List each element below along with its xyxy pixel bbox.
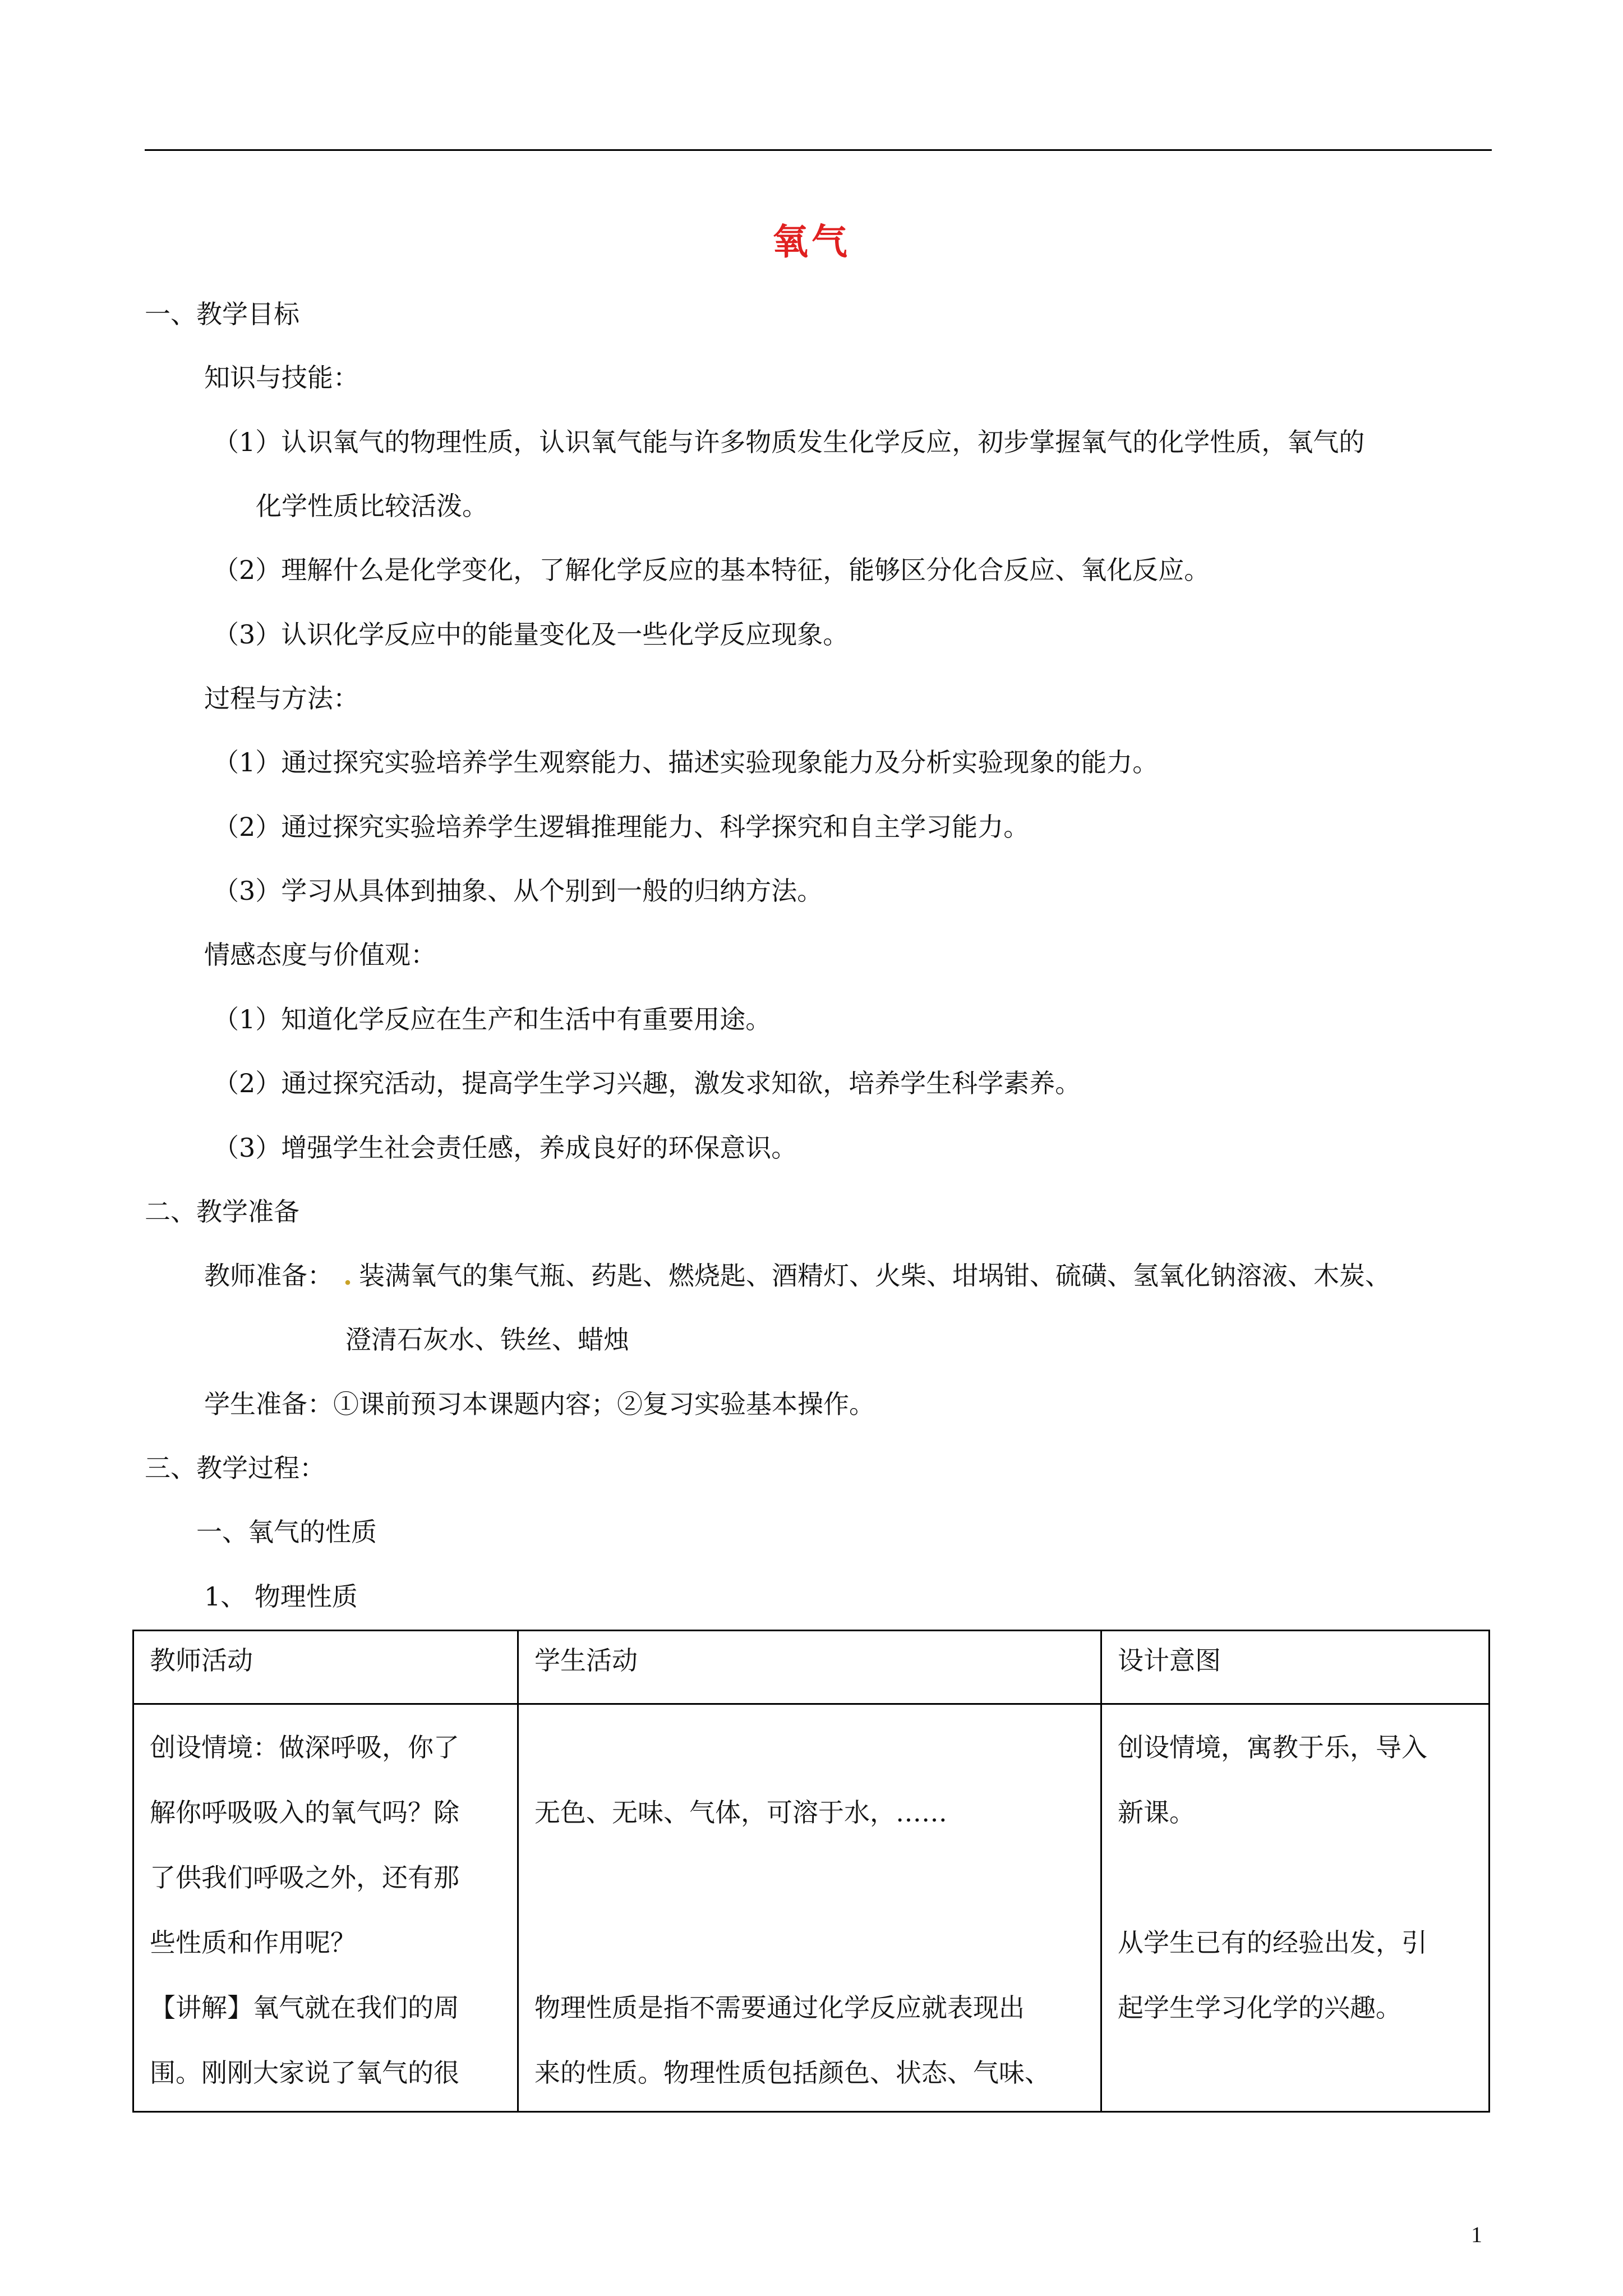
emotion-heading: 情感态度与价值观：: [204, 940, 436, 970]
student-line: [534, 1910, 1085, 1975]
header-rule: [145, 149, 1492, 151]
process-heading: 过程与方法：: [204, 683, 359, 714]
table-header-row: [133, 1631, 1490, 1704]
teacher-prep-label: 教师准备：: [204, 1260, 333, 1291]
student-line: 来的性质。物理性质包括颜色、状态、气味、: [534, 2058, 1050, 2088]
teacher-line: 些性质和作用呢？: [150, 1927, 356, 1958]
document-title: 氧气: [772, 221, 851, 263]
student-prep: 学生准备：①课前预习本课题内容；②复习实验基本操作。: [204, 1389, 875, 1419]
knowledge-item: （3）认识化学反应中的能量变化及一些化学反应现象。: [213, 619, 849, 650]
knowledge-heading: 知识与技能：: [204, 362, 359, 393]
subheading-physical-properties: 1、 物理性质: [204, 1581, 358, 1612]
process-item: （3）学习从具体到抽象、从个别到一般的归纳方法。: [213, 876, 823, 906]
intent-line: 创设情境，寓教于乐，导入: [1118, 1732, 1427, 1763]
student-line: [534, 1845, 1085, 1910]
header-design-intent: 设计意图: [1101, 1631, 1490, 1704]
header-student-activity: 学生活动: [518, 1631, 1101, 1704]
design-intent-cell: [1101, 1704, 1490, 2112]
student-line: 无色、无味、气体，可溶于水，……: [534, 1797, 947, 1828]
emotion-item: （2）通过探究活动，提高学生学习兴趣，激发求知欲，培养学生科学素养。: [213, 1068, 1081, 1098]
teacher-line: 围。刚刚大家说了氧气的很: [150, 2058, 459, 2088]
teacher-prep-continued: 澄清石灰水、铁丝、蜡烛: [345, 1324, 629, 1355]
process-item: （1）通过探究实验培养学生观察能力、描述实验现象能力及分析实验现象的能力。: [213, 747, 1159, 777]
activity-table: [132, 1630, 1490, 2113]
teacher-line: 创设情境：做深呼吸，你了: [150, 1732, 459, 1763]
subheading-oxygen-properties: 一、氧气的性质: [196, 1517, 377, 1547]
student-line: 物理性质是指不需要通过化学反应就表现出: [534, 1993, 1025, 2023]
intent-line: 新课。: [1118, 1797, 1195, 1828]
emotion-item: （1）知道化学反应在生产和生活中有重要用途。: [213, 1004, 772, 1034]
header-teacher-activity: 教师活动: [133, 1631, 518, 1704]
section-heading-preparation: 二、教学准备: [145, 1197, 299, 1227]
intent-line: 起学生学习化学的兴趣。: [1118, 1993, 1401, 2023]
teacher-prep-dot: .: [343, 1260, 353, 1291]
teacher-line: 了供我们呼吸之外，还有那: [150, 1862, 459, 1893]
process-item: （2）通过探究实验培养学生逻辑推理能力、科学探究和自主学习能力。: [213, 812, 1030, 842]
knowledge-item: （1）认识氧气的物理性质，认识氧气能与许多物质发生化学反应，初步掌握氧气的化学性质，氧气的: [213, 427, 1365, 457]
teacher-prep: [204, 1259, 1391, 1292]
student-line: [534, 1715, 1085, 1780]
section-heading-process: 三、教学过程：: [145, 1453, 325, 1483]
teacher-activity-cell: [133, 1704, 518, 2112]
table-row: [133, 1704, 1490, 2112]
teacher-line: 【讲解】氧气就在我们的周: [150, 1993, 459, 2023]
intent-line: 从学生已有的经验出发，引: [1118, 1927, 1427, 1958]
emotion-item: （3）增强学生社会责任感，养成良好的环保意识。: [213, 1133, 797, 1163]
section-heading-objectives: 一、教学目标: [145, 299, 299, 329]
knowledge-item: 化学性质比较活泼。: [256, 491, 488, 521]
teacher-line: 解你呼吸吸入的氧气吗？除: [150, 1797, 459, 1828]
page-number: 1: [1471, 2222, 1482, 2247]
student-activity-cell: [518, 1704, 1101, 2112]
teacher-prep-materials: 装满氧气的集气瓶、药匙、燃烧匙、酒精灯、火柴、坩埚钳、硫磺、氢氧化钠溶液、木炭、: [359, 1260, 1391, 1291]
knowledge-item: （2）理解什么是化学变化，了解化学反应的基本特征，能够区分化合反应、氧化反应。: [213, 555, 1210, 585]
intent-line: [1118, 1845, 1473, 1910]
intent-line: [1118, 2040, 1473, 2105]
